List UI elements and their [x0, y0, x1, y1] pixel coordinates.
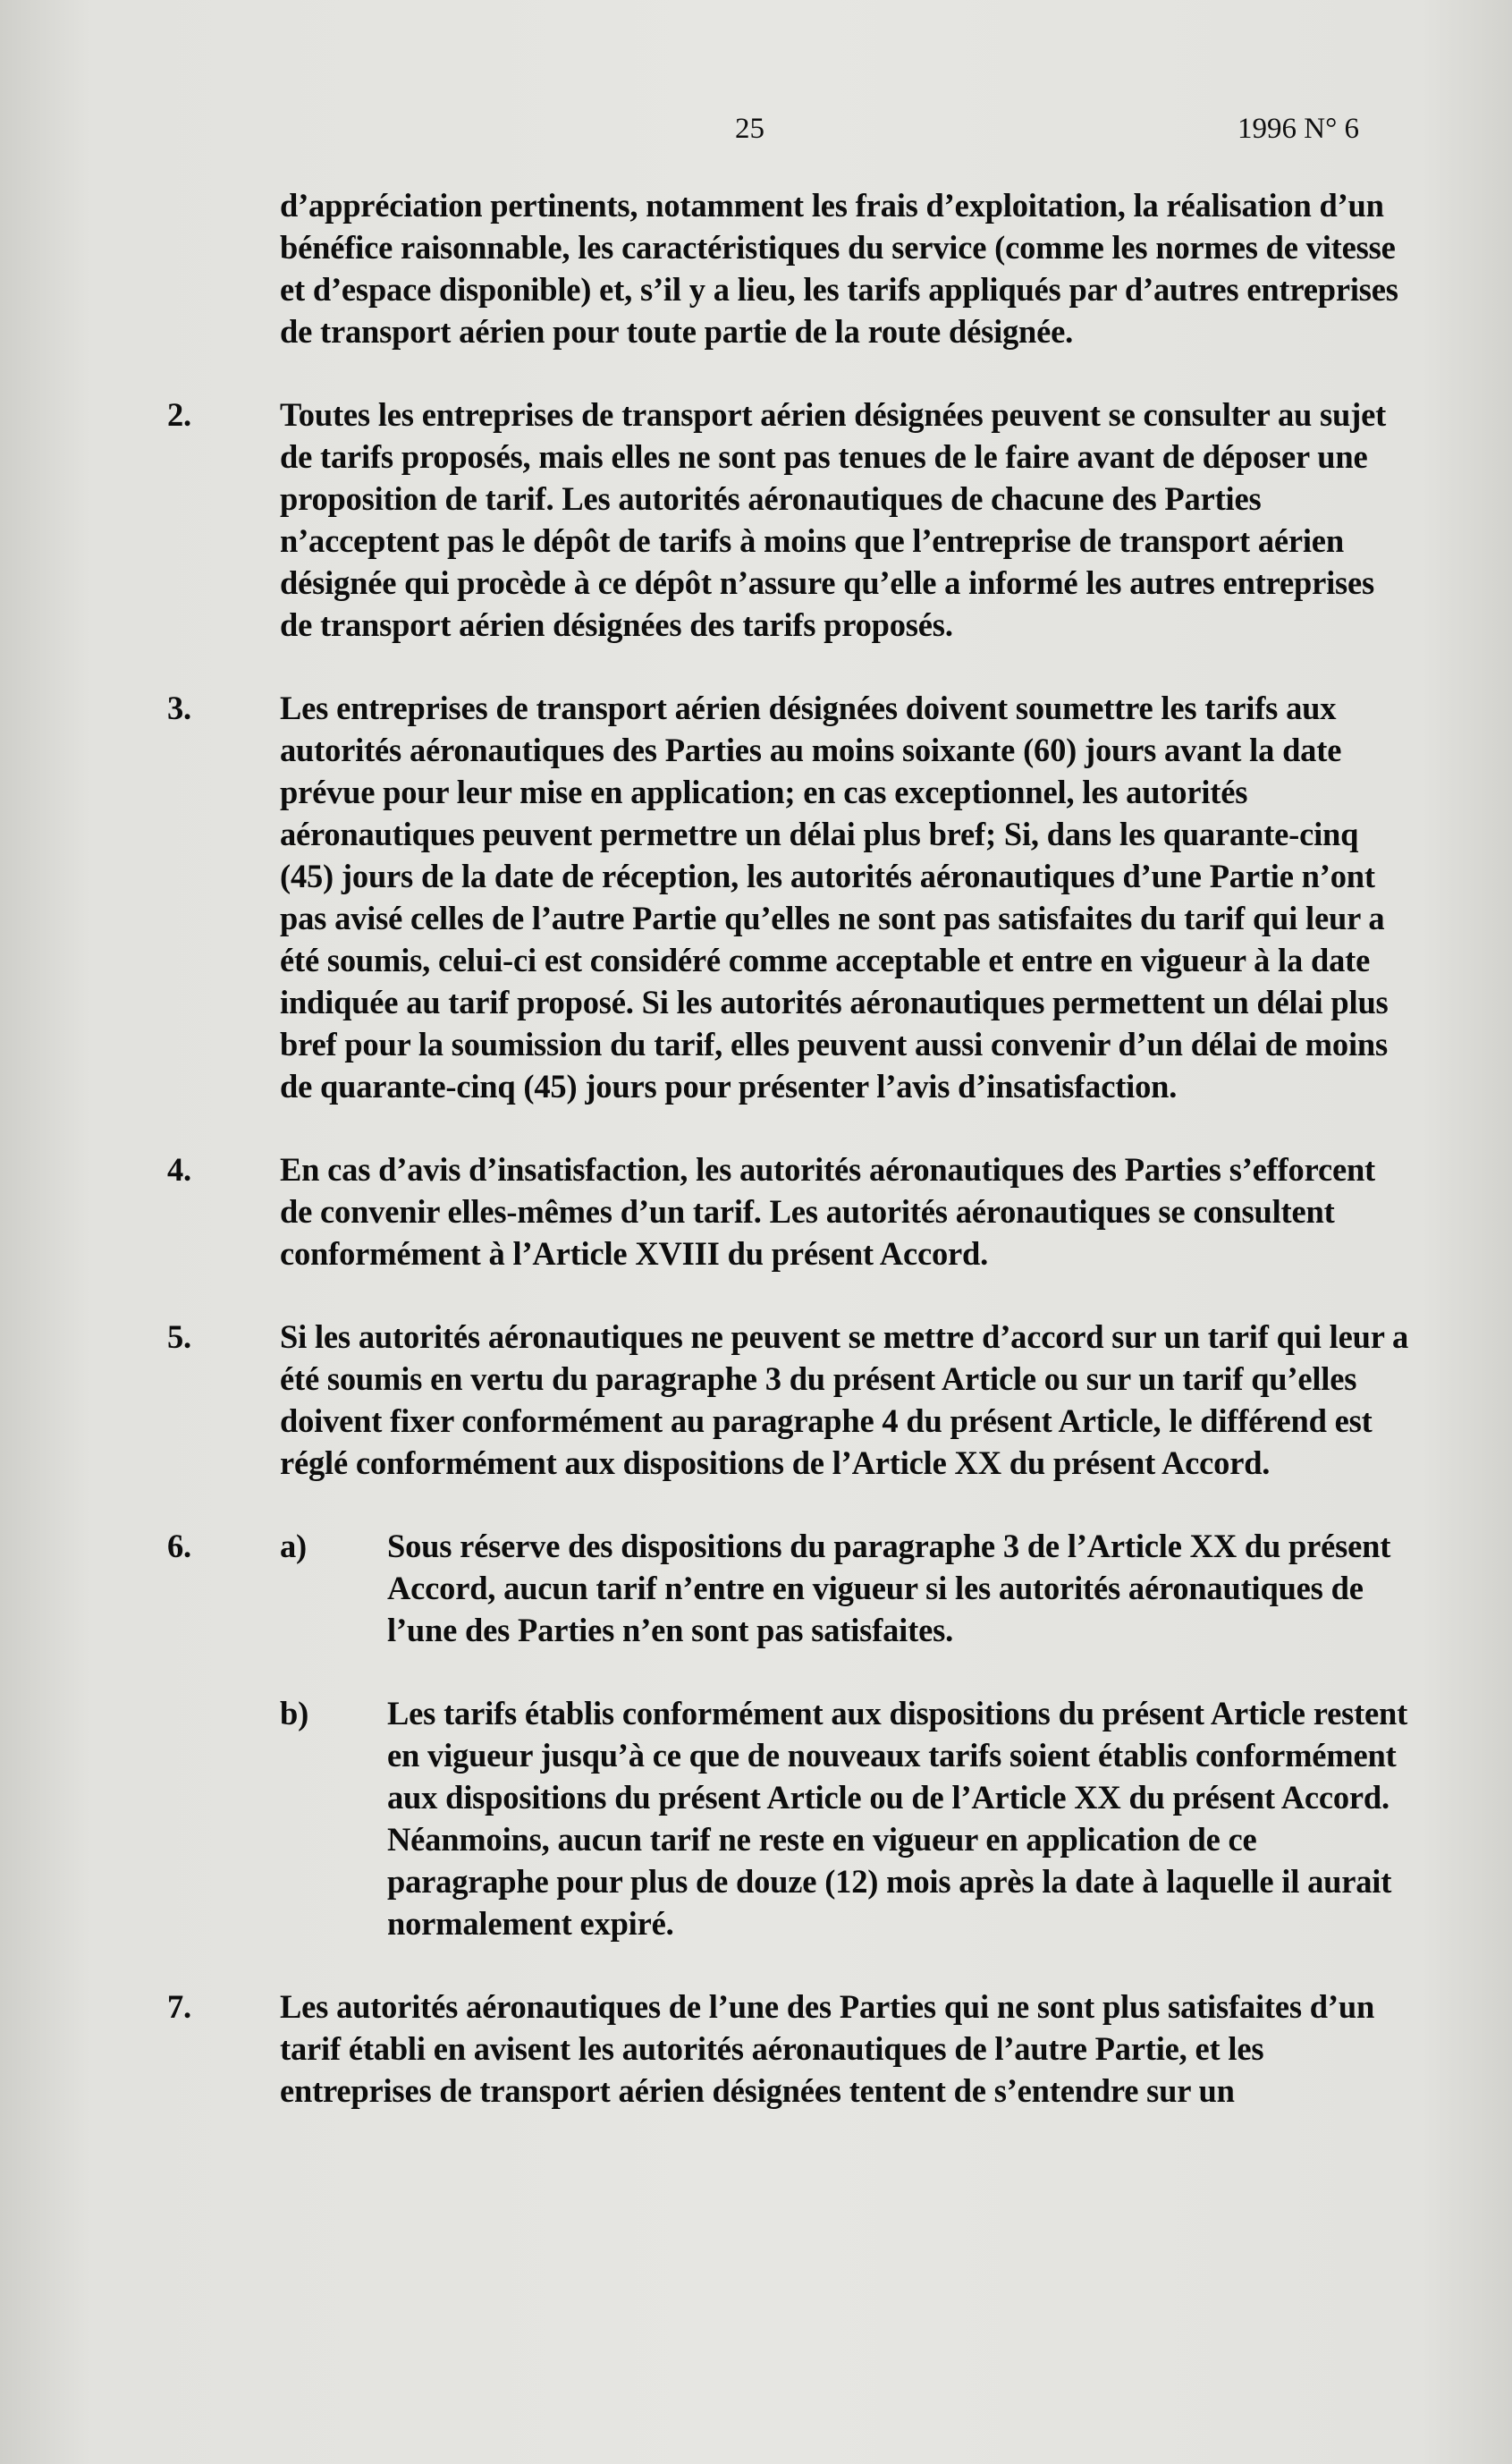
subparagraph-label: b) [280, 1695, 309, 1732]
paragraph-subitems [280, 1525, 1410, 1986]
show-through-texture [54, 197, 63, 238]
paragraph-5 [167, 1316, 1410, 1484]
paragraph-number: 7. [167, 1988, 191, 2025]
page-header [0, 113, 1512, 157]
paragraph-text: Si les autorités aéronautiques ne peuvent se mettre d’accord sur un tarif qui leur a été soumis en vertu du paragraphe 3 du présent Article ou sur un tarif qu’elles doivent fixer conformément au paragraphe 4 du présent Article, le différend est réglé conformément aux dispositions de l’Article XX du présent Accord. [280, 1318, 1409, 1481]
page-number: 25 [735, 113, 764, 145]
paragraph-number: 3. [167, 690, 191, 726]
subparagraph-label: a) [280, 1528, 308, 1564]
subparagraph-text: Sous réserve des dispositions du paragraphe 3 de l’Article XX du présent Accord, aucun tarif n’entre en vigueur si les autorités aéronautiques de l’une des Parties n’en sont pas satisfaites. [387, 1528, 1391, 1648]
continued-paragraph: d’appréciation pertinents, notamment les frais d’exploitation, la réalisation d’un bénéfice raisonnable, les caractéristiques du service (comme les normes de vitesse et d’espace disponible) et, s’il y a lieu, les tarifs appliqués par d’autres entreprises de transport aérien pour toute partie de la route désignée. [280, 187, 1398, 350]
subparagraph-text: Les tarifs établis conformément aux dispositions du présent Article restent en vigueur jusqu’à ce que de nouveaux tarifs soient établis conformément aux dispositions du présent Article ou de l’Article XX du présent Accord. Néanmoins, aucun tarif ne reste en vigueur en application de ce paragraphe pour plus de douze (12) mois après la date à laquelle il aurait normalement expiré. [387, 1695, 1408, 1942]
paragraph-text: Les entreprises de transport aérien désignées doivent soumettre les tarifs aux autorités aéronautiques des Parties au moins soixante (60) jours avant la date prévue pour leur mise en application; en cas exceptionnel, les autorités aéronautiques peuvent permettre un délai plus bref; Si, dans les quarante-cinq (45) jours de la date de réception, les autorités aéronautiques d’une Partie n’ont pas avisé celles de l’autre Partie qu’elles ne sont pas satisfaites du tarif qui leur a été soumis, celui-ci est considéré comme acceptable et entre en vigueur à la date indiquée au tarif proposé. Si les autorités aéronautiques permettent un délai plus bref pour la soumission du tarif, elles peuvent aussi convenir d’un délai de moins de quarante-cinq (45) jours pour présenter l’avis d’insatisfaction. [280, 690, 1389, 1105]
paragraph-number: 5. [167, 1318, 191, 1355]
paragraph-4 [167, 1148, 1410, 1274]
paragraph-2 [167, 394, 1410, 646]
paragraph-text: Les autorités aéronautiques de l’une des Parties qui ne sont plus satisfaites d’un tarif établi en avisent les autorités aéronautiques de l’autre Partie, et les entreprises de transport aérien désignées tentent de s’entendre sur un [280, 1988, 1375, 2109]
paragraph-text: En cas d’avis d’insatisfaction, les autorités aéronautiques des Parties s’efforcent de convenir elles-mêmes d’un tarif. Les autorités aéronautiques se consultent conformément à l’Article XVIII du présent Accord. [280, 1151, 1376, 1272]
subparagraph-b [280, 1692, 1410, 1944]
document-reference: 1996 N° 6 [1237, 113, 1360, 145]
paragraph-number: 4. [167, 1151, 191, 1188]
paragraph-3 [167, 687, 1410, 1107]
paragraph-text: Toutes les entreprises de transport aérien désignées peuvent se consulter au sujet de tarifs proposés, mais elles ne sont pas tenues de le faire avant de déposer une proposition de tarif. Les autorités aéronautiques de chacune des Parties n’acceptent pas le dépôt de tarifs à moins que l’entreprise de transport aérien désignée qui procède à ce dépôt n’assure qu’elle a informé les autres entreprises de transport aérien désignées des tarifs proposés. [280, 396, 1387, 643]
paragraph-number: 6. [167, 1528, 191, 1564]
paragraph-6 [167, 1525, 1410, 1986]
subparagraph-a [280, 1525, 1410, 1651]
paragraph-7 [167, 1986, 1410, 2112]
paragraph-number: 2. [167, 396, 191, 433]
body-text [167, 184, 1410, 2153]
